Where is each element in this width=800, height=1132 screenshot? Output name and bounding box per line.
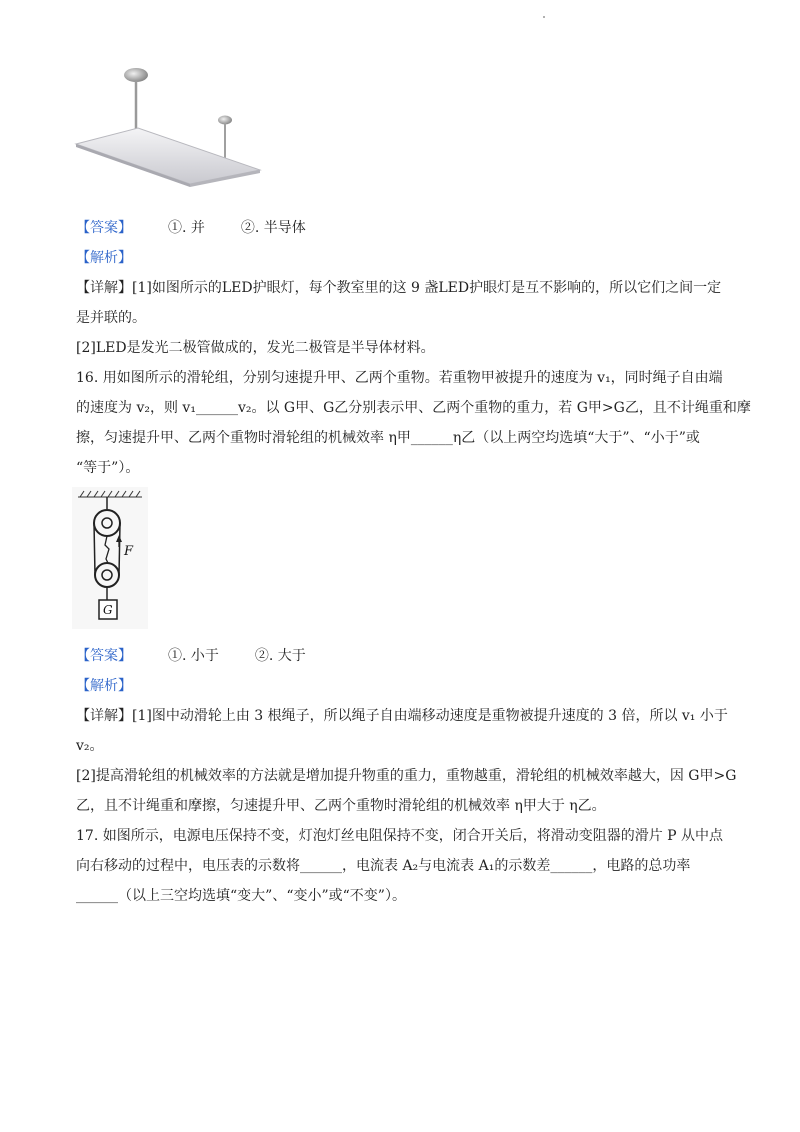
led-lamp-figure	[70, 62, 270, 187]
force-label: F	[124, 544, 134, 559]
q16-analysis-tag: 【解析】	[76, 678, 132, 694]
q16-line-4: “等于”）。	[76, 460, 140, 476]
q15-detail-line-3: [2]LED是发光二极管做成的，发光二极管是半导体材料。	[76, 340, 435, 356]
answer-2: ②. 大于	[254, 648, 306, 664]
q16-answer-row	[76, 646, 306, 666]
pulley-figure	[72, 487, 148, 629]
q16-detail-line-4: 乙，且不计绳重和摩擦，匀速提升甲、乙两个重物时滑轮组的机械效率 η甲大于 η乙。	[76, 798, 606, 814]
detail-text: [1]图中动滑轮上由 3 根绳子，所以绳子自由端移动速度是重物被提升速度的 3 倍，所以 v₁ 小于	[132, 708, 728, 724]
detail-tag: 【详解】	[76, 280, 132, 296]
q16-line-1: 16. 用如图所示的滑轮组，分别匀速提升甲、乙两个重物。若重物甲被提升的速度为 v₁，同时绳子自由端	[76, 370, 723, 386]
q17-line-3: ______（以上三空均选填“变大”、“变小”或“不变”）。	[76, 888, 406, 904]
answer-1: ①. 小于	[168, 648, 219, 664]
q17-line-1: 17. 如图所示，电源电压保持不变，灯泡灯丝电阻保持不变，闭合开关后，将滑动变阻器的滑片 P 从中点	[76, 828, 724, 844]
lamp-ceiling-cap-left	[124, 68, 148, 82]
q16-detail-line-1	[76, 706, 728, 726]
q16-detail-line-2: v₂。	[76, 738, 104, 754]
answer-tag: 【答案】	[76, 220, 132, 236]
q16-detail-line-3: [2]提高滑轮组的机械效率的方法就是增加提升物重的重力，重物越重，滑轮组的机械效率越大，因 G甲>G	[76, 768, 737, 784]
q16-line-3: 擦，匀速提升甲、乙两个重物时滑轮组的机械效率 η甲______η乙（以上两空均选填“大于”、“小于”或	[76, 430, 700, 446]
answer-tag: 【答案】	[76, 648, 132, 664]
detail-tag: 【详解】	[76, 708, 132, 724]
scan-dot	[543, 16, 545, 18]
detail-text: [1]如图所示的LED护眼灯，每个教室里的这 9 盏LED护眼灯是互不影响的，所以它们之间一定	[132, 280, 722, 296]
weight-label: G	[103, 603, 113, 617]
q15-detail-line-2: 是并联的。	[76, 310, 146, 326]
q15-analysis-tag: 【解析】	[76, 250, 132, 266]
answer-2: ②. 半导体	[240, 220, 306, 236]
answer-1: ①. 并	[168, 220, 205, 236]
q15-answer-row	[76, 218, 306, 238]
q15-detail-line-1	[76, 278, 721, 298]
q16-line-2: 的速度为 v₂，则 v₁______v₂。以 G甲、G乙分别表示甲、乙两个重物的重力，若 G甲>G乙，且不计绳重和摩	[76, 400, 751, 416]
q17-line-2: 向右移动的过程中，电压表的示数将______，电流表 A₂与电流表 A₁的示数差______，电路的总功率	[76, 858, 691, 874]
